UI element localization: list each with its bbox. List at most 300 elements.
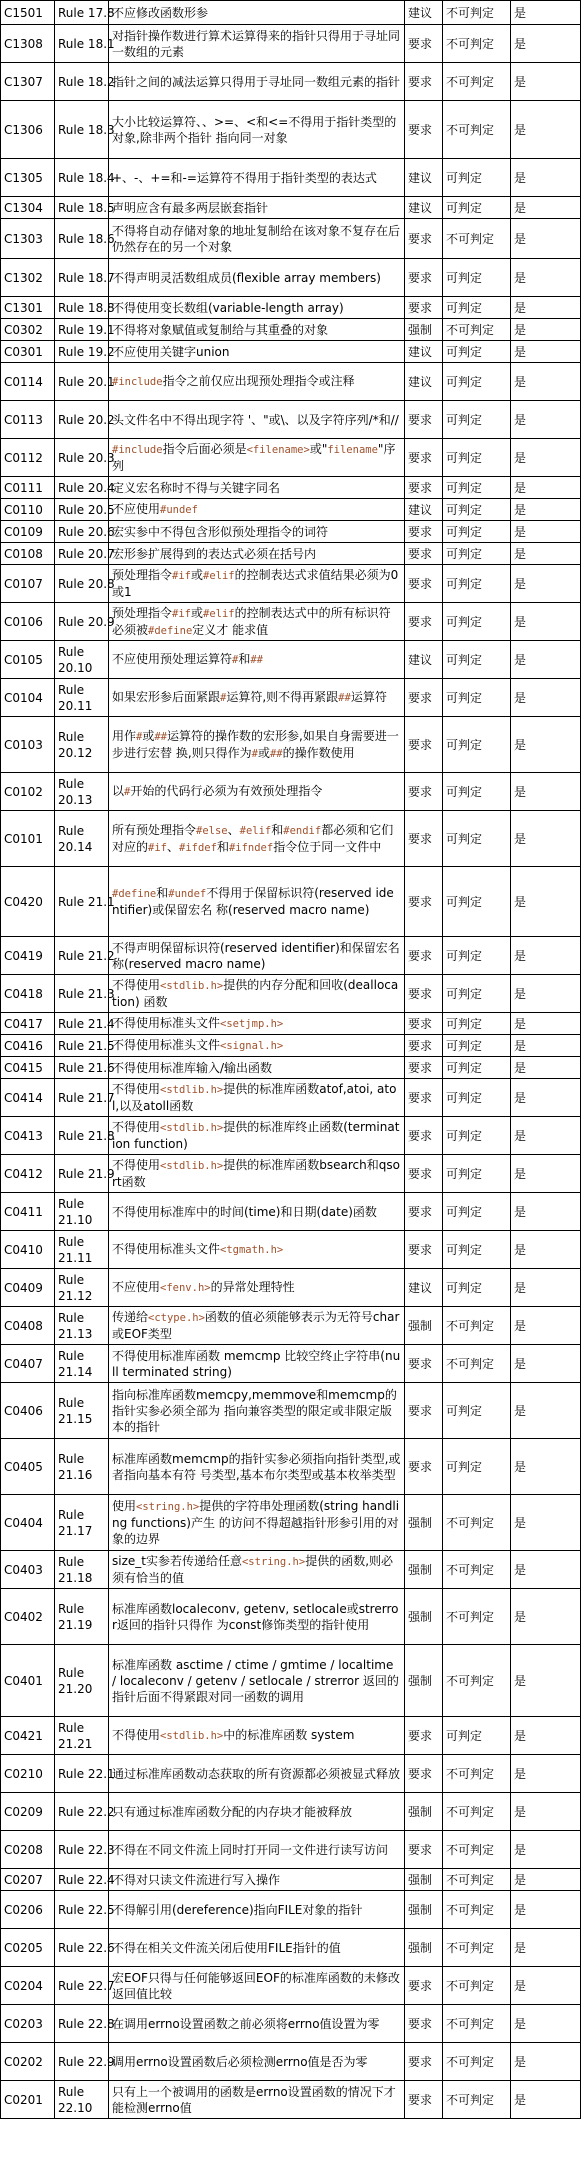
rule-description-cell [109, 1, 405, 25]
rule-description-cell [109, 1891, 405, 1929]
rule-id-cell: Rule 21.12 [55, 1269, 109, 1307]
description-text: 以 [112, 784, 125, 798]
rule-id-cell: Rule 21.2 [55, 937, 109, 975]
decidability-cell: 可判定 [443, 363, 511, 401]
decidability-cell: 不可判定 [443, 1495, 511, 1551]
decidability-cell: 可判定 [443, 1193, 511, 1231]
decidability-cell: 不可判定 [443, 1831, 511, 1869]
decidability-cell: 可判定 [443, 297, 511, 319]
table-row [1, 1589, 581, 1645]
category-cell: 要求 [405, 1755, 443, 1793]
decidability-cell: 不可判定 [443, 219, 511, 259]
code-token: #ifndef [228, 841, 274, 854]
supported-cell: 是 [511, 1013, 581, 1035]
description-text: 在调用errno设置函数之前必须将errno值设置为零 [112, 2016, 380, 2031]
description-text: 只有通过标准库函数分配的内存块才能被释放 [112, 1804, 353, 1819]
rule-description-cell [109, 975, 405, 1013]
description-text: 提供的标准库终止函数(termination function) [112, 1120, 400, 1151]
supported-cell: 是 [511, 1155, 581, 1193]
supported-cell: 是 [511, 1345, 581, 1383]
rule-description-cell [109, 1307, 405, 1345]
code-token: #ifdef [179, 841, 217, 854]
rule-id-cell: Rule 18.1 [55, 25, 109, 63]
table-row [1, 717, 581, 773]
decidability-cell: 不可判定 [443, 1929, 511, 1967]
code-token: <signal.h> [220, 1040, 284, 1052]
code-token: <stdlib.h> [160, 1160, 224, 1172]
rule-id-cell: Rule 20.14 [55, 811, 109, 867]
rule-description-cell [109, 1383, 405, 1439]
category-cell: 建议 [405, 363, 443, 401]
supported-cell: 是 [511, 63, 581, 101]
rule-id-cell: Rule 20.9 [55, 603, 109, 641]
code-token: <fenv.h> [160, 1282, 211, 1294]
rule-description-cell [109, 159, 405, 197]
decidability-cell: 可判定 [443, 259, 511, 297]
supported-cell: 是 [511, 1645, 581, 1717]
table-row [1, 521, 581, 543]
decidability-cell: 不可判定 [443, 1345, 511, 1383]
rule-id-cell: Rule 21.6 [55, 1057, 109, 1079]
supported-cell: 是 [511, 1793, 581, 1831]
category-cell: 建议 [405, 499, 443, 521]
code-token: <setjmp.h> [220, 1018, 284, 1030]
table-row [1, 867, 581, 937]
category-cell: 强制 [405, 1793, 443, 1831]
supported-cell: 是 [511, 1495, 581, 1551]
decidability-cell: 不可判定 [443, 1, 511, 25]
decidability-cell: 可判定 [443, 543, 511, 565]
code-token: <ctype.h> [148, 1312, 205, 1324]
description-text: 使用 [112, 1499, 137, 1513]
table-row [1, 1193, 581, 1231]
supported-cell: 是 [511, 1967, 581, 2005]
rule-description-cell [109, 259, 405, 297]
table-row [1, 63, 581, 101]
code-token: <stdlib.h> [160, 980, 224, 992]
description-text: 不得使用标准头文件 [112, 1242, 221, 1256]
table-row [1, 1269, 581, 1307]
decidability-cell: 可判定 [443, 341, 511, 363]
supported-cell: 是 [511, 2081, 581, 2119]
description-text: size_t实参若传递给任意 [112, 1554, 242, 1568]
checker-id-cell: C0101 [1, 811, 55, 867]
checker-id-cell: C1304 [1, 197, 55, 219]
description-text: 指令位于同一文件中 [273, 839, 382, 854]
checker-id-cell: C0114 [1, 363, 55, 401]
rule-description-cell [109, 1869, 405, 1891]
decidability-cell: 可判定 [443, 937, 511, 975]
checker-id-cell: C0411 [1, 1193, 55, 1231]
rule-id-cell: Rule 19.1 [55, 319, 109, 341]
rule-id-cell: Rule 21.7 [55, 1079, 109, 1117]
checker-id-cell: C0414 [1, 1079, 55, 1117]
description-text: 、 [166, 839, 179, 854]
table-row [1, 1891, 581, 1929]
code-token: # [124, 786, 131, 798]
description-text: 不得使用 [112, 1728, 161, 1742]
rule-description-cell [109, 1551, 405, 1589]
description-text: 用作 [112, 728, 137, 743]
decidability-cell: 可判定 [443, 975, 511, 1013]
rule-id-cell: Rule 21.15 [55, 1383, 109, 1439]
table-row [1, 1, 581, 25]
rule-id-cell: Rule 21.21 [55, 1717, 109, 1755]
supported-cell: 是 [511, 25, 581, 63]
decidability-cell: 不可判定 [443, 2081, 511, 2119]
checker-id-cell: C0209 [1, 1793, 55, 1831]
checker-id-cell: C0301 [1, 341, 55, 363]
rule-id-cell: Rule 18.2 [55, 63, 109, 101]
rule-description-cell [109, 2081, 405, 2119]
decidability-cell: 可判定 [443, 1717, 511, 1755]
rule-id-cell: Rule 22.1 [55, 1755, 109, 1793]
table-row [1, 811, 581, 867]
checker-id-cell: C1305 [1, 159, 55, 197]
rule-description-cell [109, 1967, 405, 2005]
supported-cell: 是 [511, 1231, 581, 1269]
table-row [1, 341, 581, 363]
checker-id-cell: C0420 [1, 867, 55, 937]
description-text: 标准库函数memcmp的指针实参必须指向指针类型,或者指向基本有符 号类型,基本布尔类型或基本枚举类型 [112, 1451, 401, 1482]
description-text: 、 [227, 822, 240, 837]
category-cell: 要求 [405, 679, 443, 717]
description-text: 不得使用 [112, 1082, 161, 1096]
rule-id-cell: Rule 20.4 [55, 477, 109, 499]
supported-cell: 是 [511, 499, 581, 521]
category-cell: 要求 [405, 1193, 443, 1231]
decidability-cell: 可判定 [443, 773, 511, 811]
checker-id-cell: C1501 [1, 1, 55, 25]
category-cell: 要求 [405, 1345, 443, 1383]
description-text: 的控制表达式求值结果必须为0或1 [112, 568, 399, 599]
checker-id-cell: C0408 [1, 1307, 55, 1345]
category-cell: 要求 [405, 1013, 443, 1035]
rule-description-cell [109, 2043, 405, 2081]
rule-description-cell [109, 341, 405, 363]
decidability-cell: 可判定 [443, 1117, 511, 1155]
checker-id-cell: C0201 [1, 2081, 55, 2119]
rule-description-cell [109, 401, 405, 439]
description-text: 定义宏名称时不得与关键字同名 [112, 480, 281, 495]
supported-cell: 是 [511, 1831, 581, 1869]
decidability-cell: 可判定 [443, 439, 511, 477]
category-cell: 要求 [405, 439, 443, 477]
description-text: 不得使用变长数组(variable-length array) [112, 300, 344, 315]
description-text: 不得使用标准头文件 [112, 1016, 221, 1030]
rule-id-cell: Rule 18.4 [55, 159, 109, 197]
rule-id-cell: Rule 20.3 [55, 439, 109, 477]
category-cell: 要求 [405, 63, 443, 101]
supported-cell: 是 [511, 477, 581, 499]
rule-description-cell [109, 1057, 405, 1079]
code-token: <stdlib.h> [160, 1730, 224, 1742]
checker-id-cell: C0110 [1, 499, 55, 521]
rule-description-cell [109, 1345, 405, 1383]
checker-id-cell: C0111 [1, 477, 55, 499]
rule-id-cell: Rule 21.10 [55, 1193, 109, 1231]
rules-table-body [1, 1, 581, 2119]
table-row [1, 1645, 581, 1717]
table-row [1, 1117, 581, 1155]
rule-description-cell [109, 811, 405, 867]
rule-id-cell: Rule 22.10 [55, 2081, 109, 2119]
decidability-cell: 可判定 [443, 679, 511, 717]
rule-id-cell: Rule 20.1 [55, 363, 109, 401]
decidability-cell: 可判定 [443, 1383, 511, 1439]
decidability-cell: 不可判定 [443, 1869, 511, 1891]
rule-id-cell: Rule 21.14 [55, 1345, 109, 1383]
description-text: 和 [238, 652, 251, 666]
category-cell: 要求 [405, 2081, 443, 2119]
table-row [1, 1869, 581, 1891]
checker-id-cell: C0104 [1, 679, 55, 717]
rule-id-cell: Rule 20.11 [55, 679, 109, 717]
rule-description-cell [109, 439, 405, 477]
supported-cell: 是 [511, 1079, 581, 1117]
description-text: 头文件名中不得出现字符 '、"或\、以及字符序列/*和// [112, 412, 399, 427]
description-text: 提供的标准库函数atof,atoi, atol,以及atoll函数 [112, 1082, 397, 1113]
rule-description-cell [109, 543, 405, 565]
checker-id-cell: C1302 [1, 259, 55, 297]
table-row [1, 197, 581, 219]
description-text: 传递给 [112, 1310, 149, 1324]
rule-description-cell [109, 1439, 405, 1495]
supported-cell: 是 [511, 259, 581, 297]
checker-id-cell: C0107 [1, 565, 55, 603]
rule-id-cell: Rule 20.5 [55, 499, 109, 521]
description-text: 声明应含有最多两层嵌套指针 [112, 200, 269, 215]
code-token: #elif [203, 570, 235, 582]
supported-cell: 是 [511, 937, 581, 975]
table-row [1, 641, 581, 679]
rule-id-cell: Rule 22.6 [55, 1929, 109, 1967]
code-token: <filename> [246, 444, 310, 456]
description-text: 标准库函数localeconv, getenv, setlocale或strerror返回的指针只得作 为const修饰类型的指针使用 [112, 1601, 399, 1632]
description-text: 的操作数使用 [282, 745, 355, 760]
table-row [1, 1155, 581, 1193]
category-cell: 强制 [405, 1551, 443, 1589]
rule-id-cell: Rule 21.8 [55, 1117, 109, 1155]
decidability-cell: 不可判定 [443, 1793, 511, 1831]
code-token: # [136, 730, 143, 743]
decidability-cell: 可判定 [443, 867, 511, 937]
table-row [1, 439, 581, 477]
code-token: #if [172, 607, 191, 620]
supported-cell: 是 [511, 1383, 581, 1439]
category-cell: 要求 [405, 219, 443, 259]
supported-cell: 是 [511, 543, 581, 565]
rule-description-cell [109, 319, 405, 341]
rule-description-cell [109, 521, 405, 543]
category-cell: 要求 [405, 25, 443, 63]
table-row [1, 679, 581, 717]
checker-id-cell: C0109 [1, 521, 55, 543]
table-row [1, 363, 581, 401]
category-cell: 要求 [405, 543, 443, 565]
table-row [1, 1439, 581, 1495]
code-token: #if [148, 841, 167, 854]
description-text: 不应使用 [112, 1280, 161, 1294]
table-row [1, 1831, 581, 1869]
rule-description-cell [109, 197, 405, 219]
description-text: 宏EOF只得与任何能够返回EOF的标准库函数的未修改返回值比较 [112, 1970, 400, 2001]
category-cell: 强制 [405, 1929, 443, 1967]
table-row [1, 319, 581, 341]
supported-cell: 是 [511, 159, 581, 197]
supported-cell: 是 [511, 1307, 581, 1345]
description-text: 提供的函数,则必须有恰当的值 [112, 1554, 394, 1585]
checker-id-cell: C0106 [1, 603, 55, 641]
description-text: 大小比较运算符、、>=、<和<=不得用于指针类型的对象,除非两个指针 指向同一对象 [112, 114, 397, 145]
description-text: 的异常处理特性 [210, 1280, 295, 1294]
supported-cell: 是 [511, 1717, 581, 1755]
rule-description-cell [109, 477, 405, 499]
description-text: 不得在不同文件流上同时打开同一文件进行读写访问 [112, 1842, 389, 1857]
supported-cell: 是 [511, 717, 581, 773]
rule-id-cell: Rule 21.4 [55, 1013, 109, 1035]
description-text: 或 [142, 728, 155, 743]
description-text: 如果宏形参后面紧跟 [112, 690, 221, 704]
category-cell: 建议 [405, 341, 443, 363]
category-cell: 要求 [405, 811, 443, 867]
supported-cell: 是 [511, 1869, 581, 1891]
rule-description-cell [109, 2005, 405, 2043]
checker-id-cell: C0102 [1, 773, 55, 811]
rule-description-cell [109, 1831, 405, 1869]
code-token: #define [148, 624, 193, 637]
checker-id-cell: C0204 [1, 1967, 55, 2005]
decidability-cell: 不可判定 [443, 63, 511, 101]
category-cell: 强制 [405, 1869, 443, 1891]
description-text: 不得使用 [112, 1120, 161, 1134]
category-cell: 建议 [405, 641, 443, 679]
supported-cell: 是 [511, 297, 581, 319]
table-row [1, 1345, 581, 1383]
decidability-cell: 可判定 [443, 1231, 511, 1269]
table-row [1, 25, 581, 63]
supported-cell: 是 [511, 1891, 581, 1929]
description-text: 运算符,则不得再紧跟 [226, 690, 339, 704]
checker-id-cell: C0419 [1, 937, 55, 975]
description-text: "序列 [112, 442, 396, 473]
rule-id-cell: Rule 22.9 [55, 2043, 109, 2081]
code-token: # [232, 654, 239, 666]
rule-description-cell [109, 1193, 405, 1231]
category-cell: 建议 [405, 197, 443, 219]
rule-description-cell [109, 1645, 405, 1717]
category-cell: 要求 [405, 1831, 443, 1869]
table-row [1, 259, 581, 297]
description-text: 指针之间的减法运算只得用于寻址同一数组元素的指针 [112, 74, 401, 89]
rule-id-cell: Rule 21.5 [55, 1035, 109, 1057]
description-text: 不得用于保留标识符(reserved identifier)或保留宏名 称(reserved macro name) [112, 886, 394, 917]
checker-id-cell: C0415 [1, 1057, 55, 1079]
checker-id-cell: C1303 [1, 219, 55, 259]
supported-cell: 是 [511, 401, 581, 439]
checker-id-cell: C0105 [1, 641, 55, 679]
rule-description-cell [109, 773, 405, 811]
description-text: 运算符 [350, 690, 387, 704]
table-row [1, 543, 581, 565]
description-text: 所有预处理指令 [112, 822, 197, 837]
table-row [1, 1079, 581, 1117]
code-token: filename [327, 444, 378, 456]
rule-description-cell [109, 1495, 405, 1551]
description-text: 预处理指令 [112, 568, 173, 582]
description-text: 指令后面必须是 [162, 442, 247, 456]
description-text: 不应修改函数形参 [112, 5, 209, 20]
description-text: 或" [309, 442, 328, 456]
description-text: 运算符的操作数的宏形参,如果自身需要进一步进行宏替 换,则只得作为 [112, 728, 399, 760]
checker-id-cell: C0203 [1, 2005, 55, 2043]
checker-id-cell: C0202 [1, 2043, 55, 2081]
rule-description-cell [109, 1793, 405, 1831]
description-text: 只有上一个被调用的函数是errno设置函数的情况下才能检测errno值 [112, 2084, 396, 2115]
supported-cell: 是 [511, 641, 581, 679]
table-row [1, 1793, 581, 1831]
description-text: 不得将对象赋值或复制给与其重叠的对象 [112, 322, 329, 337]
checker-id-cell: C0418 [1, 975, 55, 1013]
rule-description-cell [109, 101, 405, 159]
supported-cell: 是 [511, 565, 581, 603]
description-text: 不得在相关文件流关闭后使用FILE指针的值 [112, 1940, 341, 1955]
rule-id-cell: Rule 18.8 [55, 297, 109, 319]
code-token: # [220, 692, 227, 704]
description-text: 和 [156, 886, 169, 900]
rule-description-cell [109, 1929, 405, 1967]
table-row [1, 219, 581, 259]
rule-id-cell: Rule 21.19 [55, 1589, 109, 1645]
rule-description-cell [109, 1013, 405, 1035]
rule-description-cell [109, 603, 405, 641]
decidability-cell: 不可判定 [443, 1967, 511, 2005]
code-token: #elif [239, 824, 272, 837]
checker-id-cell: C0113 [1, 401, 55, 439]
description-text: 的控制表达式中的所有标识符必须被 [112, 605, 391, 637]
code-token: #include [112, 444, 163, 456]
decidability-cell: 不可判定 [443, 1307, 511, 1345]
rule-description-cell [109, 717, 405, 773]
supported-cell: 是 [511, 363, 581, 401]
decidability-cell: 可判定 [443, 1057, 511, 1079]
checker-id-cell: C0108 [1, 543, 55, 565]
table-row [1, 1967, 581, 2005]
code-token: <tgmath.h> [220, 1244, 284, 1256]
description-text: 不得声明保留标识符(reserved identifier)和保留宏名称(reserved macro name) [112, 940, 400, 971]
table-row [1, 1035, 581, 1057]
description-text: 或 [190, 605, 203, 620]
description-text: 不得使用标准库函数 memcmp 比较空终止字符串(null terminated string) [112, 1348, 401, 1379]
rule-id-cell: Rule 18.3 [55, 101, 109, 159]
decidability-cell: 不可判定 [443, 101, 511, 159]
supported-cell: 是 [511, 975, 581, 1013]
decidability-cell: 不可判定 [443, 1551, 511, 1589]
checker-id-cell: C0412 [1, 1155, 55, 1193]
category-cell: 要求 [405, 1057, 443, 1079]
description-text: 函数的值必须能够表示为无符号char或EOF类型 [112, 1310, 400, 1341]
decidability-cell: 不可判定 [443, 2043, 511, 2081]
code-token: <string.h> [241, 1556, 306, 1568]
code-token: #elif [203, 607, 235, 620]
supported-cell: 是 [511, 521, 581, 543]
decidability-cell: 不可判定 [443, 2005, 511, 2043]
category-cell: 强制 [405, 319, 443, 341]
decidability-cell: 可判定 [443, 1269, 511, 1307]
table-row [1, 1551, 581, 1589]
decidability-cell: 可判定 [443, 401, 511, 439]
table-row [1, 401, 581, 439]
